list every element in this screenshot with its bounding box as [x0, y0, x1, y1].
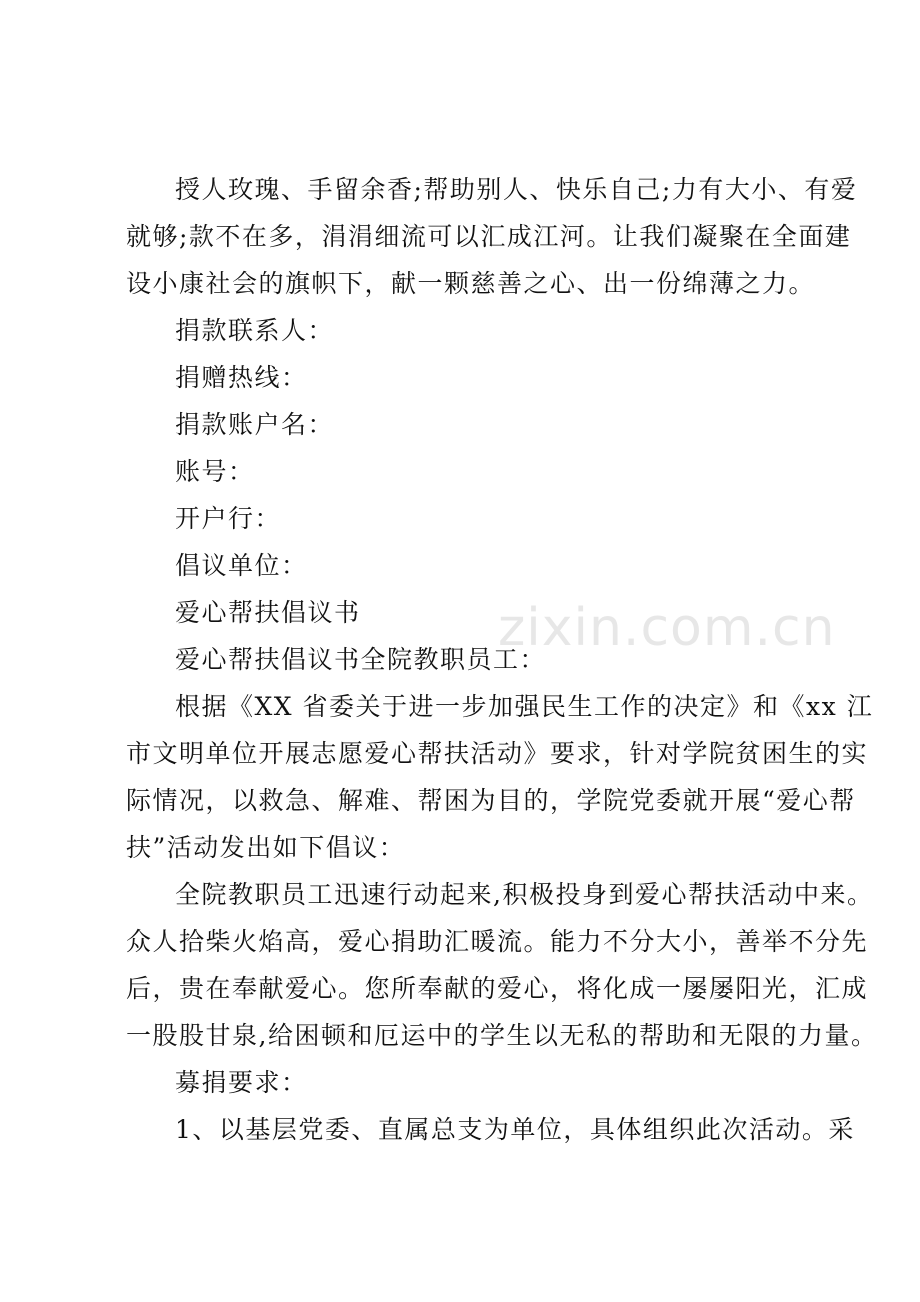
text-line: 捐款账户名： [175, 410, 335, 439]
text-line: 开户行： [175, 504, 282, 533]
text-line: 捐款联系人： [175, 316, 335, 345]
text-line: 市文明单位开展志愿爱心帮扶活动》要求，针对学院贫困生的实 [126, 739, 869, 768]
text-line: 扶”活动发出如下倡议： [126, 833, 406, 862]
text-line: 根据《XX 省委关于进一步加强民生工作的决定》和《xx 江 [175, 692, 874, 721]
text-line: 捐赠热线： [175, 363, 308, 392]
text-line: 账号： [175, 457, 255, 486]
text-line: 全院教职员工迅速行动起来,积极投身到爱心帮扶活动中来。 [175, 880, 874, 909]
text-line: 际情况，以救急、解难、帮困为目的，学院党委就开展“爱心帮 [126, 786, 856, 815]
text-line: 设小康社会的旗帜下，献一颗慈善之心、出一份绵薄之力。 [126, 269, 816, 298]
text-line: 倡议单位： [175, 551, 308, 580]
text-line: 就够;款不在多，涓涓细流可以汇成江河。让我们凝聚在全面建 [126, 222, 852, 251]
text-line: 1、以基层党委、直属总支为单位，具体组织此次活动。采 [175, 1115, 855, 1144]
text-line: 后，贵在奉献爱心。您所奉献的爱心，将化成一屡屡阳光，汇成 [126, 974, 869, 1003]
watermark: zixin.com.cn [498, 598, 836, 658]
text-line: 众人拾柴火焰高，爱心捐助汇暖流。能力不分大小，善举不分先 [126, 927, 869, 956]
text-line: 一股股甘泉,给困顿和厄运中的学生以无私的帮助和无限的力量。 [126, 1021, 878, 1050]
document-body [126, 166, 878, 1153]
text-line: 授人玫瑰、手留余香;帮助别人、快乐自己;力有大小、有爱 [175, 175, 858, 204]
text-line: 爱心帮扶倡议书 [175, 598, 361, 627]
text-line: 募捐要求： [175, 1068, 308, 1097]
text-line: 爱心帮扶倡议书全院教职员工： [175, 645, 547, 674]
